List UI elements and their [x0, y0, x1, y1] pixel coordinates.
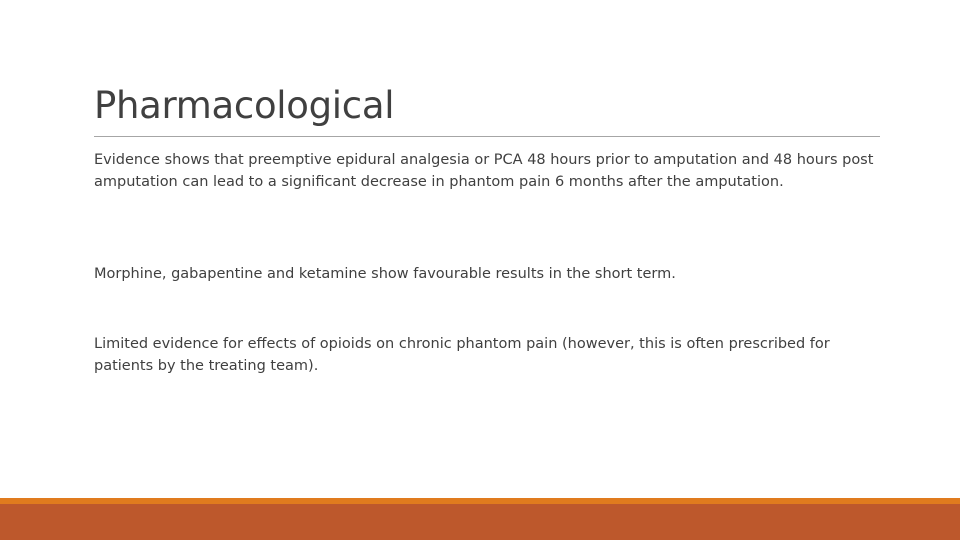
- paragraph-preemptive-analgesia: Evidence shows that preemptive epidural analgesia or PCA 48 hours prior to amputation and 48 hours post amputation can lead to a significant decrease in phantom pain 6 months after the amputation.: [94, 152, 874, 190]
- footer-band: [0, 504, 960, 540]
- paragraph-opioid-evidence: Limited evidence for effects of opioids on chronic phantom pain (however, this is often prescribed for patients by the treating team).: [94, 336, 830, 374]
- paragraph-short-term-results: Morphine, gabapentine and ketamine show favourable results in the short term.: [94, 266, 676, 282]
- title-divider: [94, 136, 880, 137]
- slide-title: Pharmacological: [94, 84, 395, 127]
- slide-body: [94, 150, 884, 374]
